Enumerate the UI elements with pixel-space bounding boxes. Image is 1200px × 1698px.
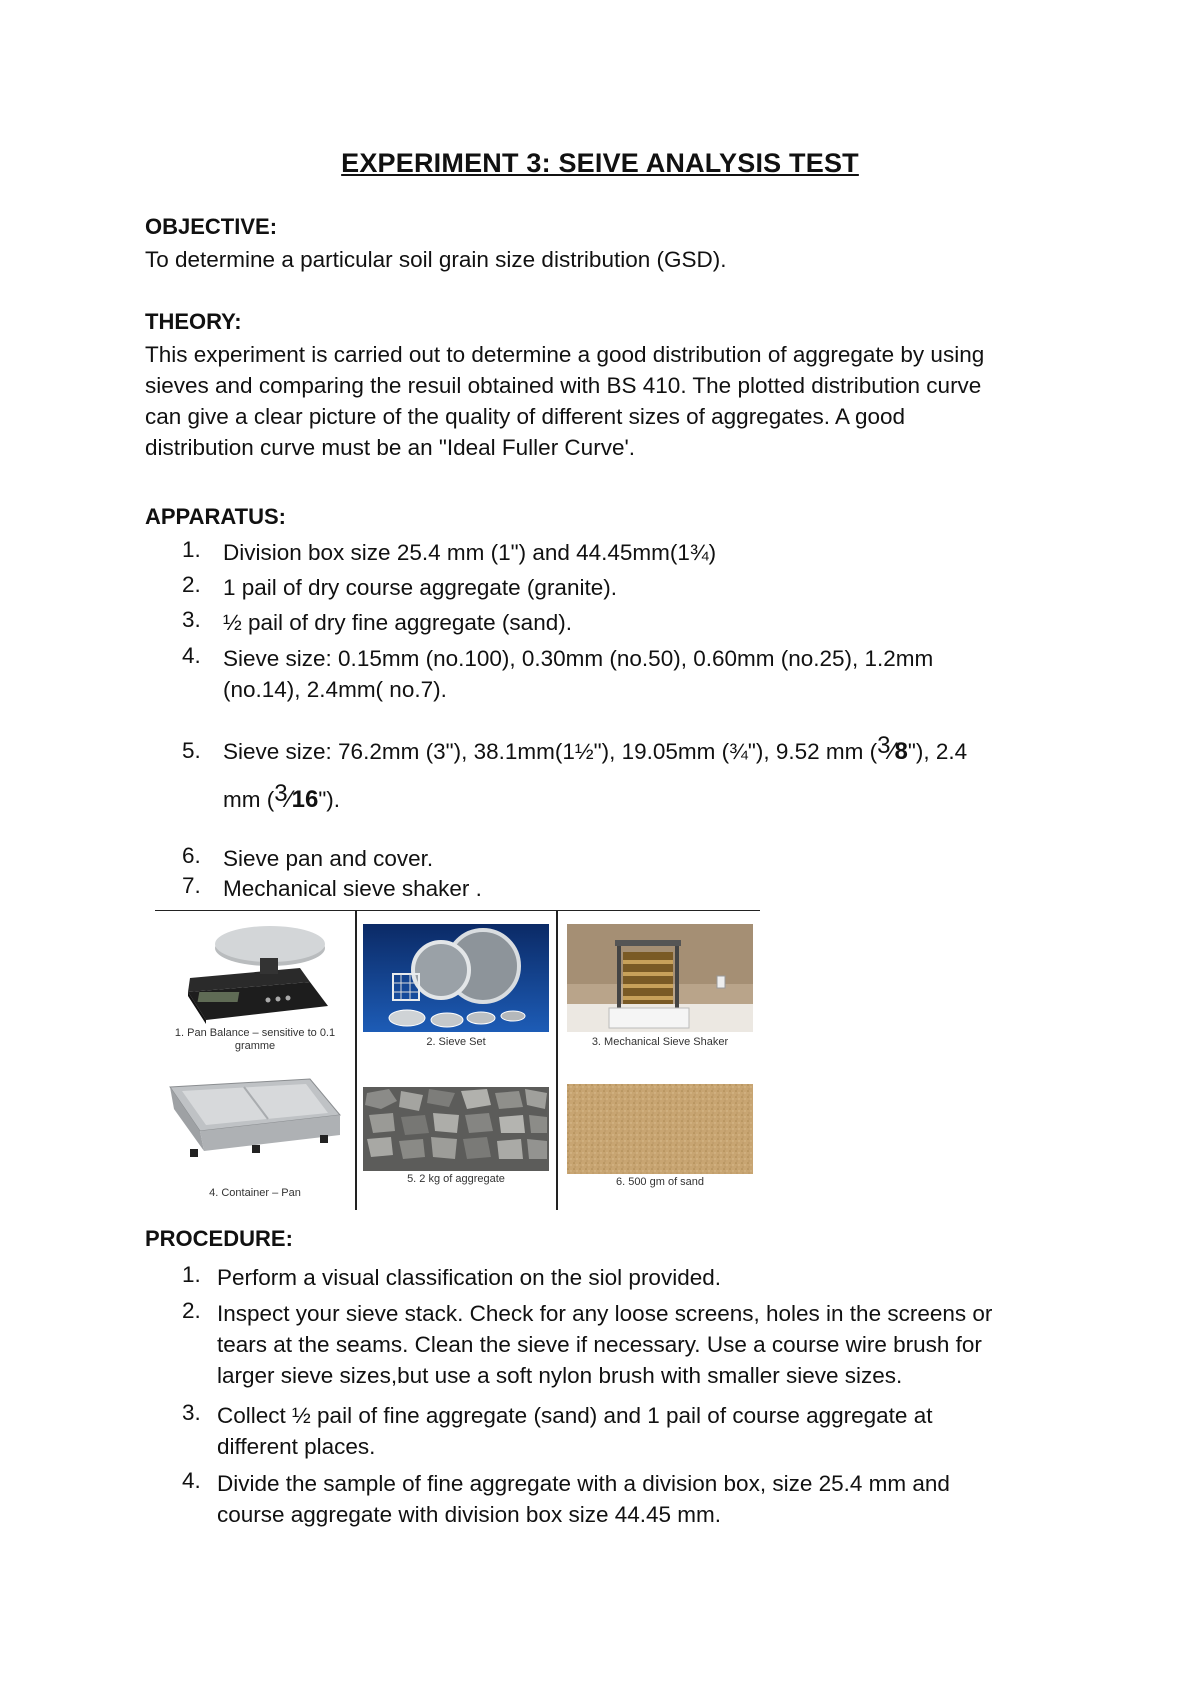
list-line: Inspect your sieve stack. Check for any loose screens, holes in the screens or	[217, 1301, 993, 1326]
theory-heading: THEORY:	[145, 309, 242, 334]
list-line: Divide the sample of fine aggregate with a division box, size 25.4 mm and	[217, 1471, 950, 1496]
apparatus-image-grid	[155, 910, 760, 1210]
caption-line: 1. Pan Balance – sensitive to 0.1	[174, 1027, 336, 1039]
theory-line: This experiment is carried out to determine a good distribution of aggregate by using	[145, 342, 985, 367]
sieve-set-image	[363, 924, 549, 1064]
grid-top-border	[155, 910, 760, 911]
list-line: different places.	[217, 1434, 376, 1459]
list-number: 2.	[182, 1298, 201, 1323]
fraction-three-eighths: $^3$⁄8	[877, 732, 908, 765]
list-text: Sieve pan and cover.	[223, 846, 434, 871]
fraction-denominator: 16	[291, 786, 319, 813]
list-text: ½ pail of dry fine aggregate (sand).	[223, 610, 572, 635]
theory-line: distribution curve must be an "Ideal Fuller Curve'.	[145, 435, 636, 460]
list-line-part: mm (	[223, 787, 275, 812]
objective-text: To determine a particular soil grain size distribution (GSD).	[145, 247, 727, 272]
sand-image	[567, 1084, 753, 1204]
list-number: 3.	[182, 607, 201, 632]
list-line: course aggregate with division box size 44.45 mm.	[217, 1502, 722, 1527]
list-number: 4.	[182, 1468, 201, 1493]
list-number: 7.	[182, 873, 201, 898]
theory-paragraph	[145, 339, 984, 463]
image-caption: 5. 2 kg of aggregate	[407, 1173, 505, 1185]
list-text	[223, 728, 1103, 824]
mechanical-sieve-shaker-image	[567, 924, 753, 1064]
image-caption: 2. Sieve Set	[426, 1036, 486, 1048]
fraction-three-sixteenths: $^3$⁄16	[274, 780, 319, 813]
list-number: 1.	[182, 537, 201, 562]
list-number: 3.	[182, 1400, 201, 1425]
list-text: 1 pail of dry course aggregate (granite).	[223, 575, 617, 600]
pan-balance-image	[160, 920, 350, 1060]
fraction-numerator: 3	[274, 780, 288, 807]
apparatus-heading: APPARATUS:	[145, 504, 286, 529]
list-number: 2.	[182, 572, 201, 597]
list-line	[223, 728, 1103, 776]
list-number: 1.	[182, 1262, 201, 1287]
list-number: 5.	[182, 738, 201, 763]
procedure-heading: PROCEDURE:	[145, 1226, 293, 1251]
list-text	[217, 1400, 1097, 1462]
list-line	[223, 776, 1103, 824]
theory-line: sieves and comparing the resuil obtained with BS 410. The plotted distribution curve	[145, 373, 982, 398]
image-caption: 6. 500 gm of sand	[615, 1176, 705, 1188]
list-text	[217, 1468, 1097, 1530]
theory-line: can give a clear picture of the quality of different sizes of aggregates. A good	[145, 404, 906, 429]
list-line-part: Sieve size: 76.2mm (3"), 38.1mm(1½"), 19.05mm (¾"), 9.52 mm (	[223, 739, 878, 764]
list-line-part: "), 2.4	[907, 739, 968, 764]
list-line: Collect ½ pail of fine aggregate (sand) and 1 pail of course aggregate at	[217, 1403, 933, 1428]
list-line-part: ").	[318, 787, 341, 812]
list-line: (no.14), 2.4mm( no.7).	[223, 677, 447, 702]
list-text	[217, 1298, 1097, 1391]
list-text	[223, 643, 1103, 705]
list-text: Perform a visual classification on the siol provided.	[217, 1265, 721, 1290]
list-line: larger sieve sizes,but use a soft nylon brush with smaller sieve sizes.	[217, 1363, 903, 1388]
list-text: Mechanical sieve shaker .	[223, 876, 482, 901]
list-number: 4.	[182, 643, 201, 668]
image-caption	[160, 1027, 350, 1053]
image-caption: 4. Container – Pan	[209, 1187, 301, 1199]
container-pan-image	[160, 1065, 350, 1205]
caption-line: gramme	[234, 1040, 276, 1052]
list-number: 6.	[182, 843, 201, 868]
aggregate-image	[363, 1087, 549, 1207]
page-title: EXPERIMENT 3: SEIVE ANALYSIS TEST	[341, 148, 859, 178]
list-line: tears at the seams. Clean the sieve if necessary. Use a course wire brush for	[217, 1332, 982, 1357]
objective-heading: OBJECTIVE:	[145, 214, 278, 239]
fraction-denominator: 8	[894, 738, 908, 765]
image-caption: 3. Mechanical Sieve Shaker	[591, 1036, 729, 1048]
list-line: Sieve size: 0.15mm (no.100), 0.30mm (no.50), 0.60mm (no.25), 1.2mm	[223, 646, 934, 671]
grid-divider	[355, 910, 357, 1210]
fraction-numerator: 3	[877, 732, 891, 759]
list-text: Division box size 25.4 mm (1") and 44.45mm(1¾)	[223, 540, 717, 565]
grid-divider	[556, 910, 558, 1210]
